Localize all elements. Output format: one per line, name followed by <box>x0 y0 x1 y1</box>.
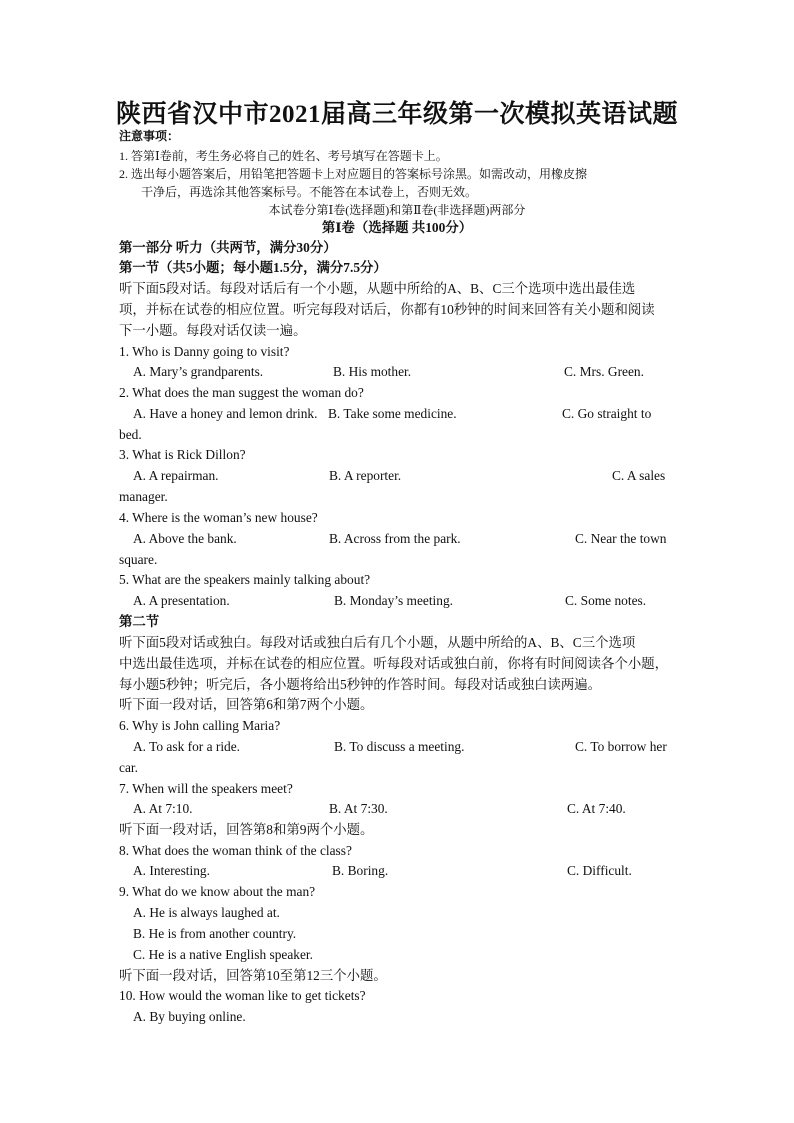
question-2-stem: 2. What does the man suggest the woman do? <box>119 385 364 400</box>
question-7-option-b: B. At 7:30. <box>329 801 388 816</box>
question-5-option-b: B. Monday’s meeting. <box>334 593 454 608</box>
question-10-stem: 10. How would the woman like to get tickets? <box>119 988 366 1003</box>
question-1-stem: 1. Who is Danny going to visit? <box>119 344 290 359</box>
question-9-option-b: B. He is from another country. <box>133 926 297 941</box>
question-1-option-b: B. His mother. <box>333 364 412 379</box>
question-8-option-b: B. Boring. <box>332 863 389 878</box>
question-8-stem: 8. What does the woman think of the class? <box>119 843 352 858</box>
question-6-option-b: B. To discuss a meeting. <box>334 739 465 754</box>
notice-item-2a: 2. 选出每小题答案后，用铅笔把答题卡上对应题目的答案标号涂黑。如需改动，用橡皮擦 <box>119 167 588 181</box>
dialogue-group-3: 听下面一段对话，回答第10至第12三个小题。 <box>119 968 387 983</box>
question-2-option-b: B. Take some medicine. <box>328 406 457 421</box>
question-8-option-c: C. Difficult. <box>567 863 632 878</box>
question-2-option-c-continued: bed. <box>119 427 142 442</box>
question-4-option-c-continued: square. <box>119 552 158 567</box>
question-5-option-c: C. Some notes. <box>565 593 647 608</box>
question-9-option-c: C. He is a native English speaker. <box>133 947 313 962</box>
question-3-option-c-continued: manager. <box>119 489 168 504</box>
dialogue-group-2: 听下面一段对话，回答第8和第9两个小题。 <box>119 822 374 837</box>
question-3-option-c: C. A sales <box>612 468 666 483</box>
question-10-option-a: A. By buying online. <box>133 1009 246 1024</box>
question-3-option-b: B. A reporter. <box>329 468 402 483</box>
exam-title: 陕西省汉中市2021届高三年级第一次模拟英语试题 <box>115 101 678 128</box>
question-9-option-a: A. He is always laughed at. <box>133 905 280 920</box>
section2-heading: 第二节 <box>119 614 160 629</box>
question-6-stem: 6. Why is John calling Maria? <box>119 718 281 733</box>
question-9-stem: 9. What do we know about the man? <box>119 884 316 899</box>
question-4-option-b: B. Across from the park. <box>329 531 461 546</box>
dialogue-group-1: 听下面一段对话，回答第6和第7两个小题。 <box>119 697 374 712</box>
question-6-option-c-continued: car. <box>119 760 138 775</box>
volume-heading: 第Ⅰ卷（选择题 共100分） <box>321 220 473 235</box>
question-4-stem: 4. Where is the woman’s new house? <box>119 510 318 525</box>
notice-item-1: 1. 答第Ⅰ卷前，考生务必将自己的姓名、考号填写在答题卡上。 <box>119 149 448 163</box>
section1-heading: 第一节（共5小题；每小题1.5分，满分7.5分） <box>119 260 387 275</box>
question-4-option-a: A. Above the bank. <box>133 531 237 546</box>
question-6-option-c: C. To borrow her <box>575 739 667 754</box>
question-5-option-a: A. A presentation. <box>133 593 230 608</box>
question-4-option-c: C. Near the town <box>575 531 667 546</box>
notice-structure: 本试卷分第Ⅰ卷(选择题)和第Ⅱ卷(非选择题)两部分 <box>268 203 526 217</box>
section1-instruction-2: 项，并标在试卷的相应位置。听完每段对话后，你都有10秒钟的时间来回答有关小题和阅读 <box>119 302 655 317</box>
section1-instruction-1: 听下面5段对话。每段对话后有一个小题，从题中所给的A、B、C三个选项中选出最佳选 <box>119 281 636 296</box>
question-2-option-a: A. Have a honey and lemon drink. <box>133 406 318 421</box>
section2-instruction-3: 每小题5秒钟；听完后，各小题将给出5秒钟的作答时间。每段对话或独白读两遍。 <box>119 677 602 692</box>
question-5-stem: 5. What are the speakers mainly talking about? <box>119 572 371 587</box>
section2-instruction-2: 中选出最佳选项，并标在试卷的相应位置。听每段对话或独白前，你将有时间阅读各个小题， <box>119 656 669 671</box>
question-7-option-a: A. At 7:10. <box>133 801 193 816</box>
section1-instruction-3: 下一小题。每段对话仅读一遍。 <box>119 323 307 338</box>
part1-heading: 第一部分 听力（共两节，满分30分） <box>119 240 337 255</box>
question-3-stem: 3. What is Rick Dillon? <box>119 447 246 462</box>
notice-item-2b: 干净后，再选涂其他答案标号。不能答在本试卷上，否则无效。 <box>141 185 478 199</box>
question-7-stem: 7. When will the speakers meet? <box>119 781 293 796</box>
question-1-option-a: A. Mary’s grandparents. <box>133 364 264 379</box>
section2-instruction-1: 听下面5段对话或独白。每段对话或独白后有几个小题，从题中所给的A、B、C三个选项 <box>119 635 636 650</box>
question-1-option-c: C. Mrs. Green. <box>564 364 644 379</box>
question-8-option-a: A. Interesting. <box>133 863 210 878</box>
question-3-option-a: A. A repairman. <box>133 468 219 483</box>
question-6-option-a: A. To ask for a ride. <box>133 739 241 754</box>
question-7-option-c: C. At 7:40. <box>567 801 626 816</box>
question-2-option-c: C. Go straight to <box>562 406 652 421</box>
notice-heading: 注意事项： <box>119 129 180 143</box>
